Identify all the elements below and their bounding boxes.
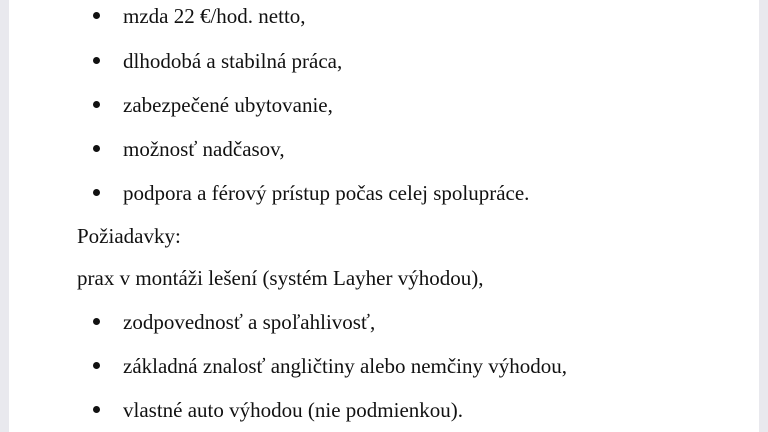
list-item: podpora a férový prístup počas celej spolupráce. (123, 181, 530, 205)
list-item: základná znalosť angličtiny alebo nemčiny výhodou, (123, 354, 568, 378)
bullet-icon (93, 12, 100, 19)
bullet-icon (93, 189, 100, 196)
bullet-icon (93, 406, 100, 413)
requirements-intro: prax v montáži lešení (systém Layher výhodou), (77, 266, 484, 290)
bullet-icon (93, 57, 100, 64)
bullet-icon (93, 362, 100, 369)
bullet-icon (93, 145, 100, 152)
list-item: dlhodobá a stabilná práca, (123, 49, 343, 73)
list-item: možnosť nadčasov, (123, 137, 285, 161)
document-page (9, 0, 759, 432)
list-item: mzda 22 €/hod. netto, (123, 4, 306, 28)
bullet-icon (93, 318, 100, 325)
list-item: zodpovednosť a spoľahlivosť, (123, 310, 376, 334)
list-item: vlastné auto výhodou (nie podmienkou). (123, 398, 464, 422)
document-body (9, 0, 759, 432)
requirements-heading: Požiadavky: (77, 224, 181, 248)
list-item: zabezpečené ubytovanie, (123, 93, 333, 117)
bullet-icon (93, 101, 100, 108)
